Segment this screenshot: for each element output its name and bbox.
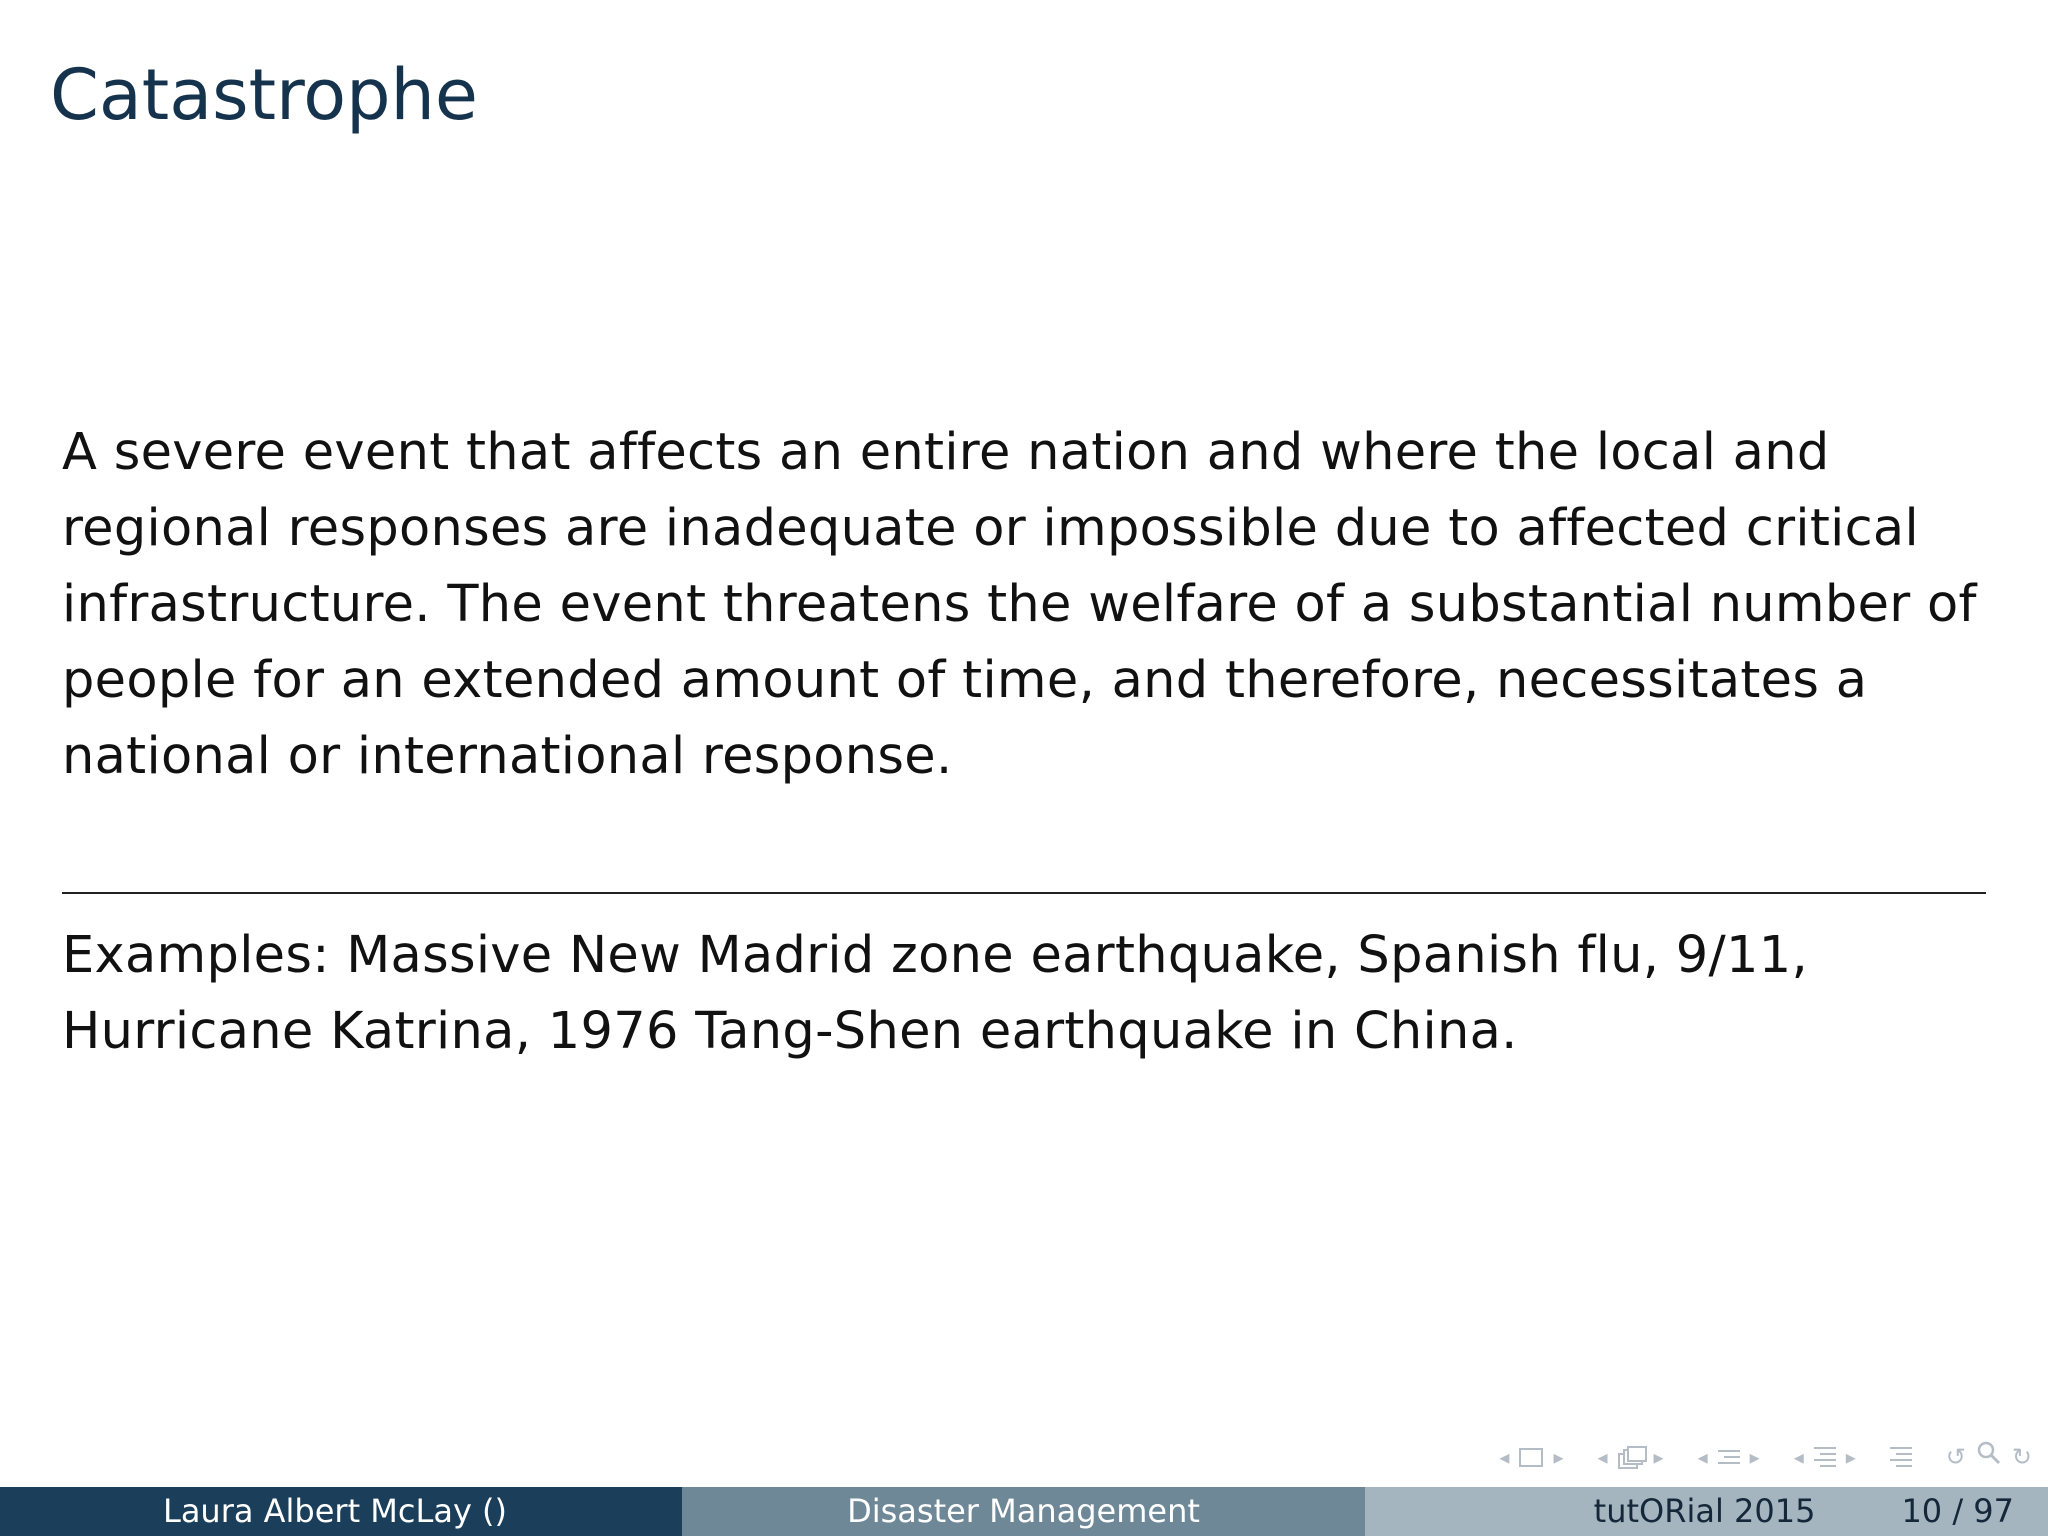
navigation-bar <box>1499 1440 2032 1474</box>
next-arrow-icon[interactable]: ▸ <box>1845 1445 1856 1469</box>
next-arrow-icon[interactable]: ▸ <box>1749 1445 1760 1469</box>
slide-icon[interactable] <box>1519 1448 1543 1467</box>
footer-event: tutORial 2015 <box>1593 1492 1816 1530</box>
search-icon[interactable] <box>1976 1440 2002 1475</box>
frame-icon[interactable] <box>1618 1446 1644 1468</box>
nav-subsection-group <box>1698 1440 1760 1474</box>
prev-arrow-icon[interactable]: ◂ <box>1597 1445 1608 1469</box>
section-icon[interactable] <box>1814 1447 1836 1467</box>
next-arrow-icon[interactable]: ▸ <box>1653 1445 1664 1469</box>
examples-text: Examples: Massive New Madrid zone earthquake, Spanish flu, 9/11, Hurricane Katrina, 1976 Tang-Shen earthquake in China. <box>62 926 1809 1061</box>
back-icon[interactable]: ↺ <box>1945 1443 1966 1471</box>
divider <box>62 892 1986 894</box>
footer-bar <box>0 1487 2048 1536</box>
nav-section-group <box>1794 1440 1856 1474</box>
footer-title: Disaster Management <box>682 1487 1365 1536</box>
nav-frame-group <box>1598 1440 1664 1474</box>
subsection-icon[interactable] <box>1718 1450 1740 1464</box>
forward-icon[interactable]: ↻ <box>2011 1443 2032 1471</box>
nav-history-group <box>1946 1440 2032 1475</box>
outline-icon[interactable] <box>1890 1447 1912 1467</box>
prev-arrow-icon[interactable]: ◂ <box>1793 1445 1804 1469</box>
prev-arrow-icon[interactable]: ◂ <box>1499 1445 1510 1469</box>
next-arrow-icon[interactable]: ▸ <box>1553 1445 1564 1469</box>
footer-author: Laura Albert McLay () <box>0 1487 682 1536</box>
prev-arrow-icon[interactable]: ◂ <box>1697 1445 1708 1469</box>
slide-title: Catastrophe <box>50 54 478 136</box>
footer-event-block <box>1365 1487 2048 1536</box>
nav-outline-group <box>1890 1447 1912 1467</box>
definition-text: A severe event that affects an entire nation and where the local and regional responses are inadequate or impossible due to affected critical infrastructure. The event threatens the welfare of a substantial number of people for an extended amount of time, and therefore, necessitates a national or international response. <box>62 423 1977 786</box>
page-number: 10 / 97 <box>1901 1492 2014 1530</box>
nav-slide-group <box>1499 1440 1563 1474</box>
